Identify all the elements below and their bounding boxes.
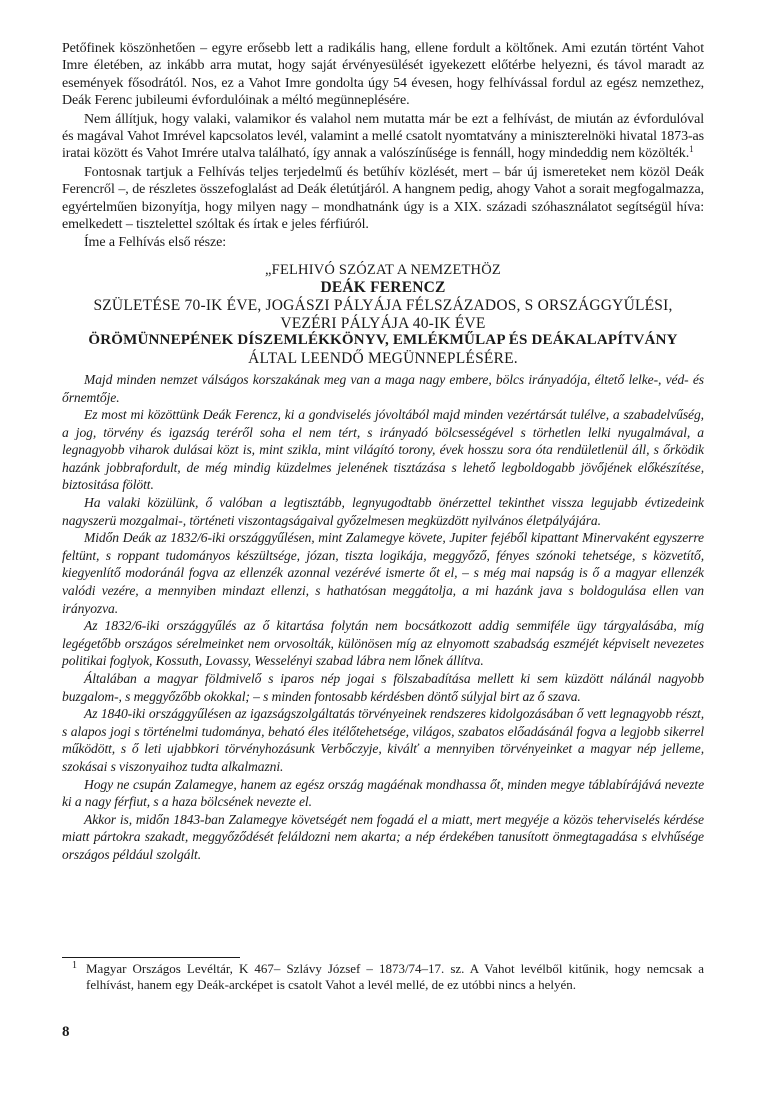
paragraph-3: Fontosnak tartjuk a Felhívás teljes terjedelmű és betűhív közlését, mert – bár új ismereteket nem közöl Deák Ferencről –, de részletes összefoglalást ad Deák életútjáról. A hangnem pedig, ahogy Vahot a sorait megfogalmazza, egyértelműen bizonyítja, hogy milyen nagy – mondhatnánk úgy is a XIX. századi szóhasználatot segítségül híva: emelkedett – tisztelettel szóltak és írtak e jeles férfiúról. [62,164,704,233]
italic-paragraph: Az 1832/6-iki országgyűlés az ő kitartása folytán nem bocsátkozott addig semmiféle ügy tárgyalásába, míg legégetőbb országos sérelmeinket nem orvosolták, különösen míg az elnyomott szabadság eszméjét képviselt nevezetes politikai foglyok, Kossuth, Lovassy, Wesselényi szabad lábra nem lőnek állítva. [62,618,704,669]
heading-line-4: VEZÉRI PÁLYÁJA 40-IK ÉVE [280,314,486,332]
paragraph-4: Íme a Felhívás első része: [84,235,227,251]
heading-line-3: SZÜLETÉSE 70-IK ÉVE, JOGÁSZI PÁLYÁJA FÉLSZÁZADOS, S ORSZÁGGYŰLÉSI, [93,297,673,315]
heading-line-5: ÖRÖMÜNNEPÉNEK DÍSZEMLÉKKÖNYV, EMLÉKMŰLAP ÉS DEÁKALAPÍTVÁNY [88,332,678,349]
italic-paragraph: Hogy ne csupán Zalamegye, hanem az egész ország magáénak mondhassa őt, minden megye táblabírájává nevezte ki a nagy férfiut, s a haza bölcsének nevezte el. [62,776,704,810]
heading-line-6: ÁLTAL LEENDŐ MEGÜNNEPLÉSÉRE. [248,349,518,367]
italic-paragraph: Ez most mi közöttünk Deák Ferencz, ki a gondviselés jóvoltából majd minden vezértársát tulélve, a szabadelvűség, a jog, törvény és igazság teréről soha el nem tért, s irányadó bölcsességével s törhetlen lelki nyugalmával, a legnagyobb viharok dulásai közt is, mint szikla, mint világító torony, évek hosszu sora óta rendületlenül áll, s őrködik hazánk jobbrafordult, de még mindig küzdelmes jelenének tisztázása s lehető legboldogabb jövőjének előkészítése, biztositása fölött. [62,407,704,493]
proclamation-heading [62,262,704,367]
italic-paragraph: Midőn Deák az 1832/6-iki országgyűlésen, mint Zalamegye követe, Jupiter fejéből kipattant Minervaként egyszerre feltünt, s roppant tudományos készültsége, józan, tiszta logikája, meggyőző, fényes szónoki tehetsége, s közvetítő, kiegyenlítő modoránál fogva az ellenzék azonnal vezérévé ismerte őt el, – s még mai napság is ő a magyar ellenzék valódi vezére, a mennyiben mindazt ellenzi, s hathatósan meggátolja, a mi hazánk java s boldogulása ellen van irányozva. [62,530,704,616]
paragraph-2-text: Nem állítjuk, hogy valaki, valamikor és valahol nem mutatta már be ezt a felhívást, de miután az évfordulóval és magával Vahot Imrével kapcsolatos levél, valamint a mellé csatolt nyomtatvány a miniszterelnöki hivatal 1873-as iratai között és Vahot Imrére utalva található, így annak a valószínűsége is fennáll, hogy mindeddig nem közölték. [62,111,704,162]
paragraph-2 [62,111,704,163]
paragraph-1: Petőfinek köszönhetően – egyre erősebb lett a radikális hang, ellene fordult a költőnek. Ami ezután történt Vahot Imre életében, az inkább arra mutat, hogy saját érvényesülését igyekezett előtérbe helyezni, és távol maradt az események fősodrától. Nos, ez a Vahot Imre gondolta úgy 54 évesen, hogy felhívással fordul az egész nemzethez, Deák Ferenc jubileumi évfordulóinak a méltó megünneplésére. [62,41,704,109]
italic-paragraph: Akkor is, midőn 1843-ban Zalamegye követségét nem fogadá el a miatt, mert megyéje a közös teherviselés kérdése miatt pártokra szakadt, meggyőződését feláldozni nem akarta; a nép érdekében tanusított önmegtagadása s elvhűsége országos például szolgált. [62,811,704,862]
heading-line-2: DEÁK FERENCZ [320,279,446,297]
heading-line-1: „FELHIVÓ SZÓZAT A NEMZETHÖZ [265,261,501,278]
footnote-divider [62,957,240,958]
footnote-mark: 1 [72,960,77,971]
italic-paragraph: Majd minden nemzet válságos korszakának meg van a maga nagy embere, bölcs irányadója, éltető lelke-, véd- és őrnemtője. [62,371,704,405]
footnote-reference: 1 [689,144,694,155]
italic-paragraph: Az 1840-iki országgyűlésen az igazságszolgáltatás törvényeinek rendszeres kidolgozásában ő vett legnagyobb részt, s alapos jogi s történelmi tudománya, beható éles itélőtehetsége, világos, szabatos előadásánál fogva a legjobb sikerrel működött, s ő leti ujabbkori törvényhozásunk Verbőczyje, kiválť a mennyiben törvényeinket a magyar nép jelleme, szokásai s viszonyaihoz tudta alkalmazni. [62,706,704,774]
italic-paragraph: Általában a magyar földmivelő s iparos nép jogai s fölszabadítása mellett ki sem küzdött nálánál nagyobb buzgalom-, s meggyőzőbb okokkal; – s minden fontosabb kérdésben döntő súlyjal birt az ő szava. [62,671,704,704]
footnote [72,960,704,993]
footnote-text: Magyar Országos Levéltár, K 467– Szlávy József – 1873/74–17. sz. A Vahot levélből kitűnik, hogy nemcsak a felhívást, hanem egy Deák-arcképet is csatolt Vahot a levél mellé, de ez utóbbi nincs a helyén. [86,961,704,992]
proclamation-text [62,371,704,864]
italic-paragraph: Ha valaki közülünk, ő valóban a legtisztább, legnyugodtabb önérzettel tekinthet vissza legujabb évtizedeink nagyszerü mozgalmai-, történeti viszontagságaival győzelmesen megküzdött nyilvános életpályájára. [62,495,704,528]
page-number: 8 [62,1024,70,1040]
page-body [62,40,704,864]
